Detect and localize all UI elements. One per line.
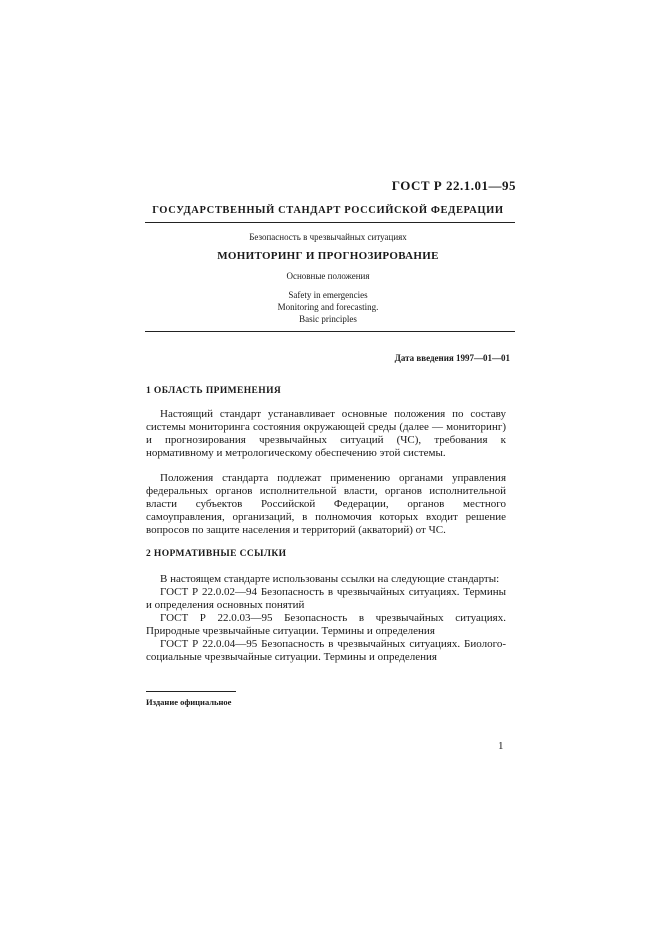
references-list xyxy=(146,573,506,664)
reference-item: ГОСТ Р 22.0.04—95 Безопасность в чрезвычайных ситуациях. Биолого-социальные чрезвычайные ситуации. Термины и определения xyxy=(146,638,506,663)
english-title-line: Basic principles xyxy=(299,314,357,324)
section-heading-references: 2 НОРМАТИВНЫЕ ССЫЛКИ xyxy=(146,549,287,559)
reference-item: ГОСТ Р 22.0.03—95 Безопасность в чрезвычайных ситуациях. Природные чрезвычайные ситуации. Термины и определения xyxy=(146,612,506,637)
page-number: 1 xyxy=(498,740,504,752)
subtitle-basic: Основные положения xyxy=(286,271,370,281)
title-rule-top xyxy=(145,222,515,223)
scope-paragraph-1 xyxy=(146,408,506,460)
section-heading-scope: 1 ОБЛАСТЬ ПРИМЕНЕНИЯ xyxy=(146,386,282,396)
standard-title: ГОСУДАРСТВЕННЫЙ СТАНДАРТ РОССИЙСКОЙ ФЕДЕРАЦИИ xyxy=(152,205,504,216)
subtitle: Безопасность в чрезвычайных ситуациях xyxy=(249,232,407,242)
reference-item: ГОСТ Р 22.0.02—94 Безопасность в чрезвычайных ситуациях. Термины и определения основных понятий xyxy=(146,586,506,611)
english-title-line: Monitoring and forecasting. xyxy=(277,302,379,312)
references-intro: В настоящем стандарте использованы ссылки на следующие стандарты: xyxy=(160,573,500,585)
english-title xyxy=(148,289,508,325)
intro-date: Дата введения 1997—01—01 xyxy=(394,353,510,363)
paragraph-text: Положения стандарта подлежат применению органами управления федеральных органов исполнительной власти, органов исполнительной власти субъектов Российской Федерации, органов местного самоуправления, организаций, в полномочия которых входит решение вопросов по защите населения и территорий (акваторий) от ЧС. xyxy=(146,472,506,536)
scope-paragraph-2 xyxy=(146,472,506,537)
gost-number: ГОСТ Р 22.1.01—95 xyxy=(391,178,516,193)
footer-rule xyxy=(146,691,236,692)
english-title-line: Safety in emergencies xyxy=(288,290,368,300)
paragraph-text: Настоящий стандарт устанавливает основные положения по составу системы мониторинга состояния окружающей среды (далее — мониторинг) и прогнозирования чрезвычайных ситуаций (ЧС), требования к нормативному и метрологическому обеспечению этой системы. xyxy=(146,408,506,459)
edition-label: Издание официальное xyxy=(146,697,232,707)
title-rule-bottom xyxy=(145,331,515,332)
main-title: МОНИТОРИНГ И ПРОГНОЗИРОВАНИЕ xyxy=(217,250,439,262)
